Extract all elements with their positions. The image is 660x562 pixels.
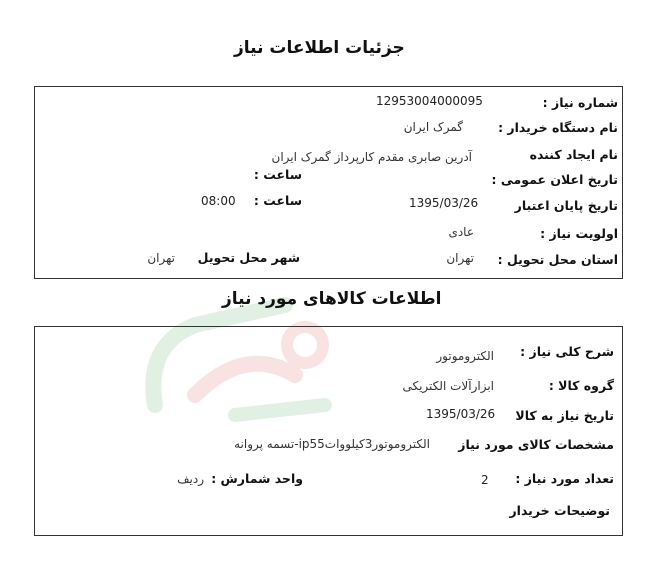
goods-group-value: ابزارآلات الکتریکی [402, 379, 494, 393]
need-number-value: 12953004000095 [376, 94, 483, 108]
city-label: شهر محل تحویل [197, 250, 300, 265]
buyer-org-label: نام دستگاه خریدار : [498, 120, 618, 135]
validity-date-label: تاریخ پایان اعتبار [514, 198, 618, 213]
specs-label: مشخصات کالای مورد نیاز [458, 437, 614, 452]
summary-value: الکتروموتور [436, 349, 494, 363]
quantity-value: 2 [481, 473, 489, 487]
validity-time-label: ساعت : [253, 193, 302, 208]
validity-time-value: 08:00 [201, 194, 236, 208]
unit-value: ردیف [177, 472, 204, 486]
province-value: تهران [446, 251, 474, 265]
city-value: تهران [147, 251, 175, 265]
announce-date-label: تاریخ اعلان عمومی : [491, 172, 618, 187]
creator-label: نام ایجاد کننده [529, 147, 618, 162]
summary-label: شرح کلی نیاز : [520, 344, 614, 359]
need-number-label: شماره نیاز : [542, 95, 618, 110]
province-label: استان محل تحویل : [497, 252, 618, 267]
goods-section-title: اطلاعات کالاهای مورد نیاز [222, 289, 442, 309]
need-date-label: تاریخ نیاز به کالا [515, 408, 614, 423]
creator-value: آدرین صابری مقدم کارپرداز گمرک ایران [271, 150, 472, 164]
priority-label: اولویت نیاز : [540, 226, 618, 241]
validity-date-value: 1395/03/26 [409, 196, 479, 210]
unit-label: واحد شمارش : [211, 471, 303, 486]
need-date-value: 1395/03/26 [426, 407, 496, 421]
specs-value: الکتروموتور3کیلوواتip55-تسمه پروانه [234, 437, 430, 451]
announce-time-label: ساعت : [253, 167, 302, 182]
buyer-org-value: گمرک ایران [403, 120, 463, 134]
quantity-label: تعداد مورد نیاز : [515, 471, 614, 486]
goods-group-label: گروه کالا : [548, 378, 614, 393]
priority-value: عادی [448, 225, 474, 239]
page-title: جزئیات اطلاعات نیاز [234, 38, 405, 58]
buyer-notes-label: توضیحات خریدار [509, 503, 610, 518]
